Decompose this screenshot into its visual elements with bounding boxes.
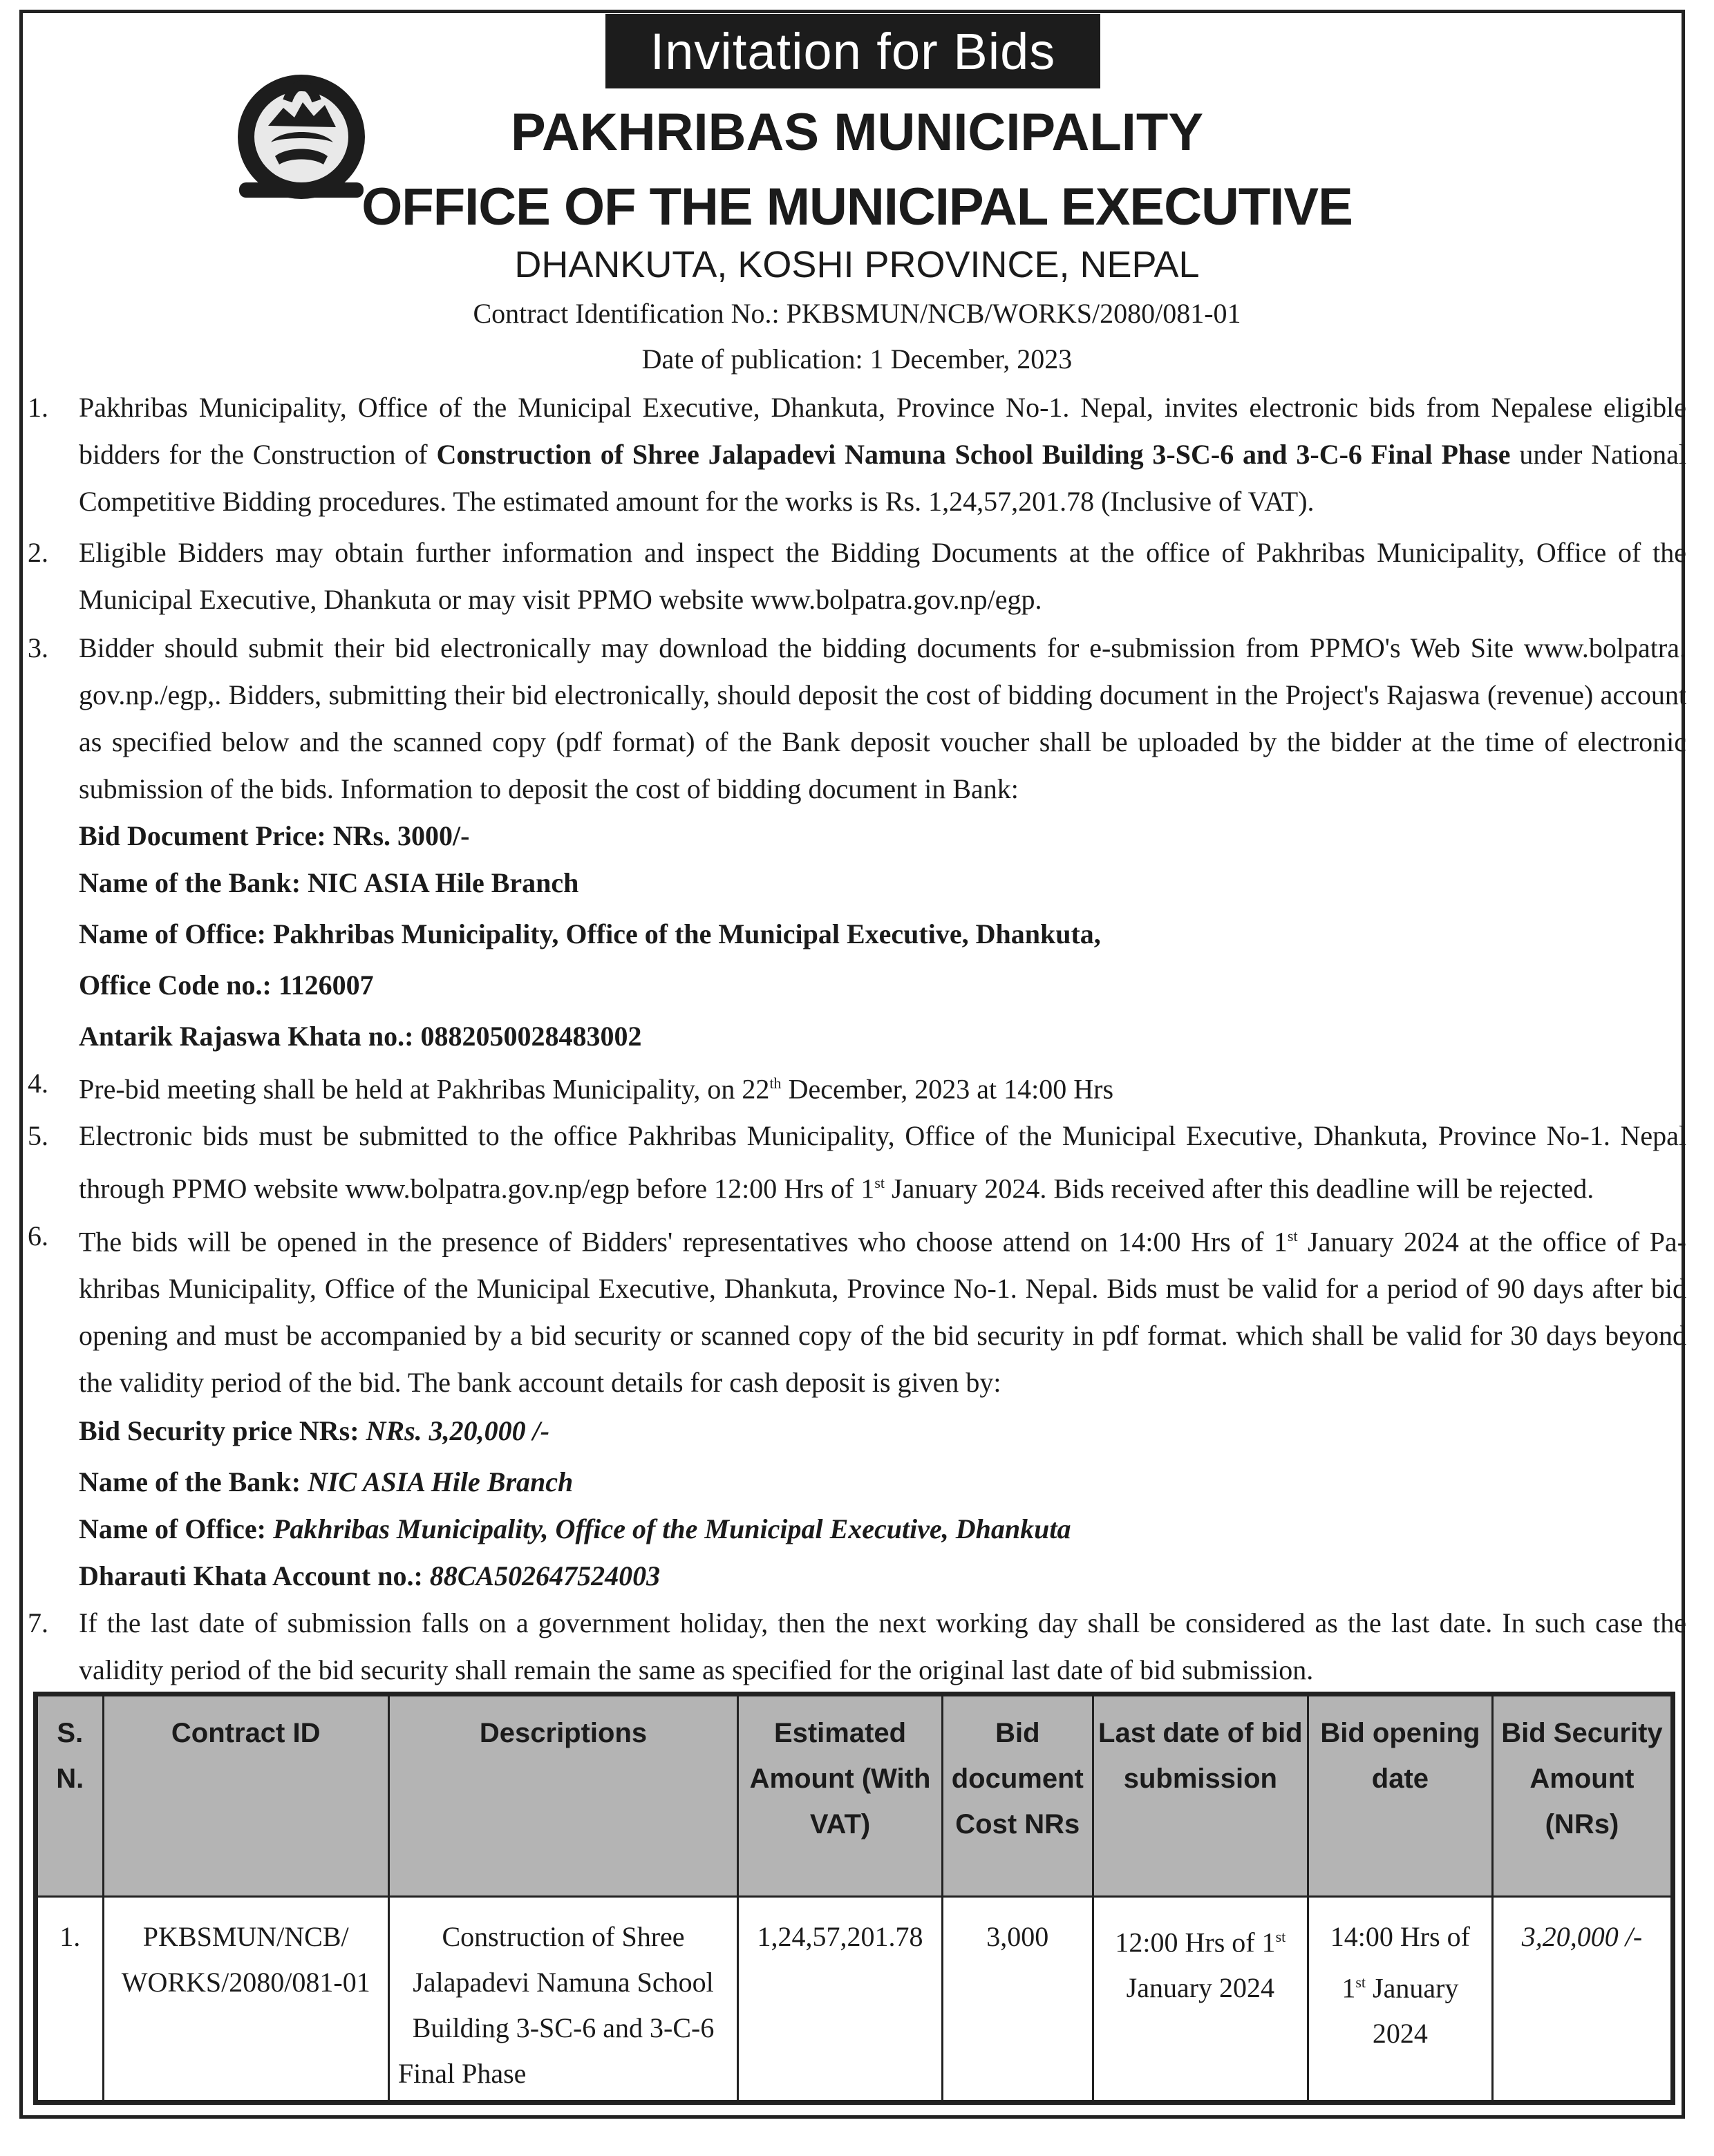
- bids-table: [33, 1692, 1675, 2105]
- cell-opening-date: 14:00 Hrs of 1st January 2024: [1308, 1897, 1492, 2103]
- cell-amount: 1,24,57,201.78: [738, 1897, 943, 2103]
- cell-contract-id: PKBSMUN/NCB/ WORKS/2080/081-01: [103, 1897, 388, 2103]
- cell-last-date: 12:00 Hrs of 1st January 2024: [1093, 1897, 1308, 2103]
- cell-description: Construction of Shree Jalapadevi Namuna School Building 3-SC-6 and 3-C-6 Final Phase: [388, 1897, 737, 2103]
- header-last-date: Last date of bid submission: [1093, 1694, 1308, 1897]
- publication-date: Date of publication: 1 December, 2023: [641, 343, 1073, 375]
- header-estimated-amount: Estimated Amount (With VAT): [738, 1694, 943, 1897]
- header-descriptions: Descriptions: [388, 1694, 737, 1897]
- paragraph-2: 2. Eligible Bidders may obtain further information and inspect the Bidding Documents at the office of Pakhribas Municipality, Office of the Municipal Executive, Dhankuta or may visit PPMO website www.bolpatra.gov.np/egp.: [28, 537, 1686, 615]
- office-code: Office Code no.: 1126007: [79, 970, 374, 1001]
- municipality-name: PAKHRIBAS MUNICIPALITY: [510, 103, 1204, 162]
- cell-security: 3,20,000 /-: [1492, 1897, 1673, 2103]
- paragraph-6: 6. The bids will be opened in the presence of Bidders' representatives who choose attend on 14:00 Hrs of 1st January 2024 at the office of Pa-khribas Municipality, Office of the Municipal Executive, Dhankuta, Province No-1. Nepal. Bids must be valid for a period of 90 days after bid opening and must be accompanied by a bid security or scanned copy of the bid security in pdf format. which shall be valid for 30 days beyond the validity period of the bid. The bank account details for cash deposit is given by:: [28, 1220, 1687, 1398]
- paragraph-3: 3. Bidder should submit their bid electronically may download the bidding documents for e-submission from PPMO's Web Site www.bolpatra. gov.np./egp,. Bidders, submitting their bid electronically, should deposit the cost of bidding document in the Project's Rajaswa (revenue) account as specified below and the scanned copy (pdf format) of the Bank deposit voucher shall be uploaded by the bidder at the time of electronic submission of the bids. Information to deposit the cost of bidding document in Bank:: [28, 632, 1686, 804]
- cell-sn: 1.: [36, 1897, 104, 2103]
- bank-name-security: Name of the Bank: NIC ASIA Hile Branch: [79, 1466, 574, 1497]
- paragraph-4: 4. Pre-bid meeting shall be held at Pakhribas Municipality, on 22th December, 2023 at 14:00 Hrs: [28, 1068, 1114, 1105]
- notice-body: [28, 384, 1686, 1694]
- bid-document-price: Bid Document Price: NRs. 3000/-: [79, 820, 470, 851]
- header-opening-date: Bid opening date: [1308, 1694, 1492, 1897]
- office-address: DHANKUTA, KOSHI PROVINCE, NEPAL: [514, 244, 1200, 285]
- office-name: OFFICE OF THE MUNICIPAL EXECUTIVE: [361, 178, 1353, 236]
- cell-doc-cost: 3,000: [942, 1897, 1093, 2103]
- header-sn: S. N.: [36, 1694, 104, 1897]
- paragraph-5: 5. Electronic bids must be submitted to the office Pakhribas Municipality, Office of the Municipal Executive, Dhankuta, Province No-1. Nepal through PPMO website www.bolpatra.gov.np/egp before 12:00 Hrs of 1st January 2024. Bids received after this deadline will be rejected.: [28, 1120, 1686, 1204]
- banner-title: Invitation for Bids: [605, 14, 1100, 88]
- paragraph-1: 1. Pakhribas Municipality, Office of the Municipal Executive, Dhankuta, Province No-1. Nepal, invites electronic bids from Nepalese eligible bidders for the Construction of Construction of Shree Jalapadevi Namuna School Building 3-SC-6 and 3-C-6 Final Phase under National Competitive Bidding procedures. The estimated amount for the works is Rs. 1,24,57,201.78 (Inclusive of VAT).: [28, 392, 1686, 517]
- header-doc-cost: Bid document Cost NRs: [942, 1694, 1093, 1897]
- paragraph-7: 7. If the last date of submission falls on a government holiday, then the next working day shall be considered as the last date. In such case the validity period of the bid security shall remain the same as specified for the original last date of bid submission.: [28, 1607, 1686, 1685]
- bank-name-document: Name of the Bank: NIC ASIA Hile Branch: [79, 867, 579, 898]
- header-contract-id: Contract ID: [103, 1694, 388, 1897]
- office-name-document: Name of Office: Pakhribas Municipality, Office of the Municipal Executive, Dhankuta,: [79, 918, 1101, 949]
- bid-security-price: Bid Security price NRs: NRs. 3,20,000 /-: [79, 1415, 550, 1446]
- rajaswa-khata: Antarik Rajaswa Khata no.: 0882050028483002: [79, 1021, 642, 1052]
- dharauti-khata: Dharauti Khata Account no.: 88CA502647524003: [79, 1560, 661, 1591]
- table-row: [36, 1897, 1673, 2103]
- office-name-security: Name of Office: Pakhribas Municipality, Office of the Municipal Executive, Dhankuta: [79, 1513, 1071, 1544]
- contract-identification: Contract Identification No.: PKBSMUN/NCB/WORKS/2080/081-01: [473, 298, 1241, 329]
- table-header-row: [36, 1694, 1673, 1897]
- header-security-amount: Bid Security Amount (NRs): [1492, 1694, 1673, 1897]
